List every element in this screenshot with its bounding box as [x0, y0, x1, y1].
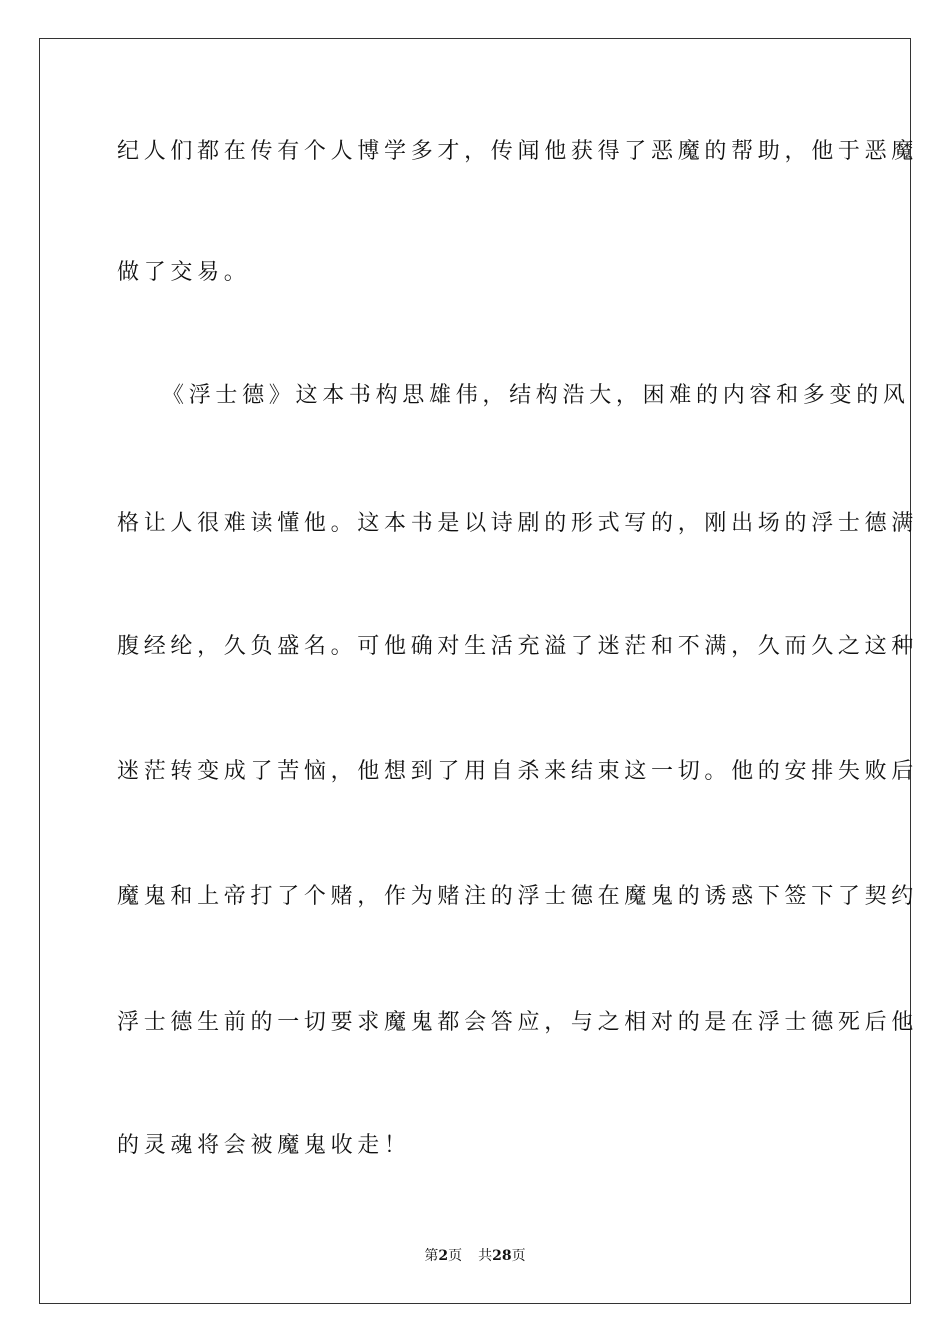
page-footer	[0, 1246, 950, 1266]
text-line-8: 浮士德生前的一切要求魔鬼都会答应，与之相对的是在浮士德死后他	[117, 1010, 919, 1035]
text-line-7: 魔鬼和上帝打了个赌，作为赌注的浮士德在魔鬼的诱惑下签下了契约	[117, 884, 919, 909]
text-line-3-paragraph-start: 《浮士德》这本书构思雄伟，结构浩大，困难的内容和多变的风	[162, 383, 910, 408]
text-line-9: 的灵魂将会被魔鬼收走！	[117, 1133, 411, 1158]
page-suffix: 页	[448, 1248, 463, 1264]
page-frame	[39, 38, 911, 1304]
text-line-4: 格让人很难读懂他。这本书是以诗剧的形式写的，刚出场的浮士德满	[117, 511, 919, 536]
total-prefix: 共	[478, 1248, 493, 1264]
text-line-2: 做了交易。	[117, 260, 251, 285]
total-pages: 28	[492, 1248, 512, 1264]
total-suffix: 页	[511, 1248, 526, 1264]
page-prefix: 第	[424, 1248, 439, 1264]
text-line-6: 迷茫转变成了苦恼，他想到了用自杀来结束这一切。他的安排失败后	[117, 759, 919, 784]
text-line-5: 腹经纶，久负盛名。可他确对生活充溢了迷茫和不满，久而久之这种	[117, 634, 919, 659]
page-number: 2	[438, 1248, 449, 1264]
text-line-1: 纪人们都在传有个人博学多才，传闻他获得了恶魔的帮助，他于恶魔	[117, 139, 919, 164]
